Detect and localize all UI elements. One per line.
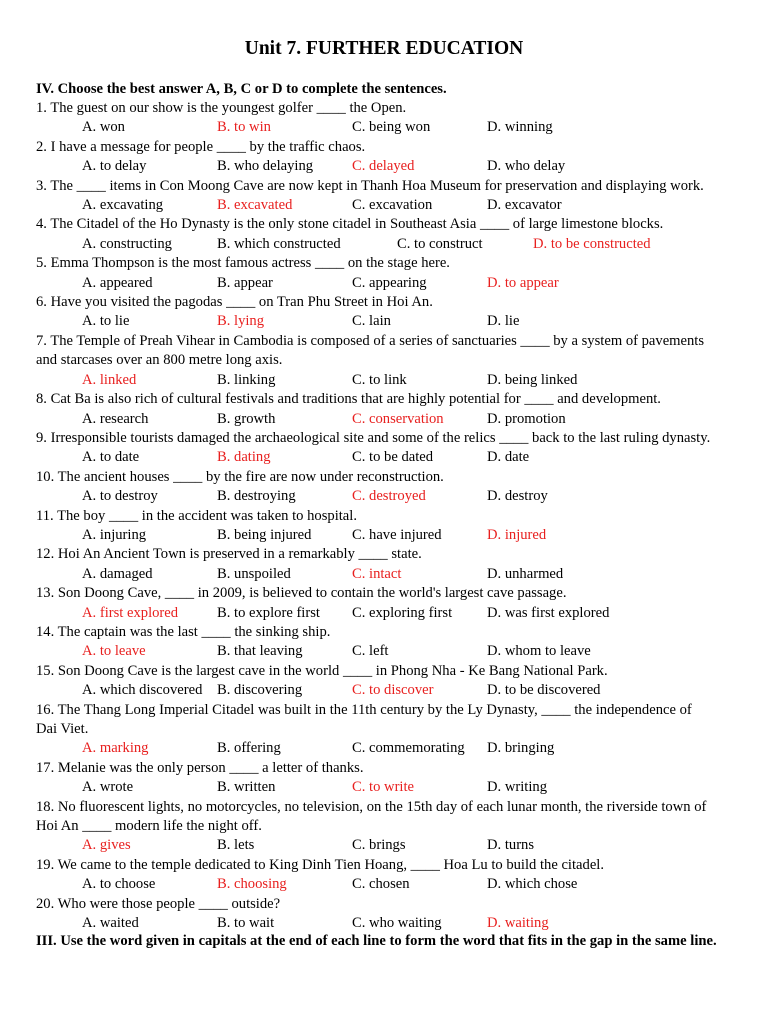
question-text: 5. Emma Thompson is the most famous actress ____ on the stage here. [36, 255, 450, 272]
answer-options [36, 448, 736, 467]
answer-option: C. have injured [352, 526, 442, 543]
answer-options [36, 487, 736, 506]
answer-option: D. whom to leave [487, 643, 591, 660]
answer-option: B. written [217, 779, 276, 796]
answer-options [36, 274, 736, 293]
answer-option: A. to delay [82, 158, 147, 175]
question-item [36, 507, 736, 546]
answer-option: C. appearing [352, 274, 427, 291]
answer-option: B. that leaving [217, 643, 303, 660]
answer-options [36, 371, 736, 390]
answer-option: B. appear [217, 274, 273, 291]
answer-options [36, 778, 736, 797]
answer-option-correct: C. intact [352, 565, 402, 582]
answer-option: A. appeared [82, 274, 153, 291]
answer-option: A. wrote [82, 779, 134, 796]
question-text: 8. Cat Ba is also rich of cultural festivals and traditions that are highly potential for ____ and development. [36, 391, 661, 408]
question-item [36, 215, 736, 254]
question-item [36, 468, 736, 507]
answer-option-correct: C. conservation [352, 410, 444, 427]
question-text: 16. The Thang Long Imperial Citadel was built in the 11th century by the Ly Dynasty, ____ the independence of [36, 701, 692, 718]
answer-option: C. brings [352, 837, 406, 854]
answer-option: A. to choose [82, 876, 156, 893]
question-item [36, 429, 736, 468]
answer-option-correct: B. choosing [217, 876, 287, 893]
answer-options [36, 565, 736, 584]
answer-option: D. winning [487, 119, 553, 136]
answer-options [36, 642, 736, 661]
question-item [36, 856, 736, 895]
answer-option: D. promotion [487, 410, 566, 427]
answer-option: B. discovering [217, 682, 303, 699]
question-item [36, 623, 736, 662]
question-text: 19. We came to the temple dedicated to King Dinh Tien Hoang, ____ Hoa Lu to build the citadel. [36, 856, 605, 873]
question-text: 15. Son Doong Cave is the largest cave in the world ____ in Phong Nha - Ke Bang National Park. [36, 662, 608, 679]
answer-option: B. which constructed [217, 235, 341, 252]
answer-option: D. being linked [487, 371, 578, 388]
answer-options [36, 681, 736, 700]
question-text: 12. Hoi An Ancient Town is preserved in a remarkably ____ state. [36, 546, 422, 563]
question-item [36, 701, 736, 759]
question-item [36, 545, 736, 584]
question-text: 1. The guest on our show is the youngest golfer ____ the Open. [36, 100, 407, 116]
answer-option: B. to explore first [217, 604, 320, 621]
answer-option: A. to destroy [82, 488, 158, 505]
answer-option: D. lie [487, 313, 520, 330]
answer-options [36, 118, 736, 137]
answer-option-correct: A. to leave [82, 643, 146, 660]
answer-option: C. to construct [397, 235, 483, 252]
question-text: 18. No fluorescent lights, no motorcycles, no television, on the 15th day of each lunar month, the riverside town of [36, 798, 707, 815]
answer-option-correct: D. to be constructed [533, 235, 651, 252]
answer-options [36, 235, 736, 254]
answer-option: B. growth [217, 410, 276, 427]
answer-option-correct: B. dating [217, 449, 271, 466]
answer-option: A. which discovered [82, 682, 203, 699]
question-text: 2. I have a message for people ____ by the traffic chaos. [36, 138, 366, 155]
question-item [36, 177, 736, 216]
answer-option: A. injuring [82, 526, 147, 543]
question-item [36, 254, 736, 293]
answer-option-correct: C. to discover [352, 682, 434, 699]
answer-option: B. destroying [217, 488, 296, 505]
question-item [36, 798, 736, 856]
answer-option: A. damaged [82, 565, 153, 582]
answer-option: B. unspoiled [217, 565, 291, 582]
question-text: 9. Irresponsible tourists damaged the archaeological site and some of the relics ____ back to the last ruling dynasty. [36, 429, 711, 446]
answer-options [36, 914, 736, 933]
question-item [36, 390, 736, 429]
answer-option-correct: D. waiting [487, 915, 549, 932]
answer-option: B. to wait [217, 915, 275, 932]
answer-option: A. won [82, 119, 125, 136]
answer-option-correct: B. to win [217, 119, 271, 136]
answer-option: C. left [352, 643, 389, 660]
answer-option-correct: A. first explored [82, 604, 179, 621]
answer-option: C. chosen [352, 876, 410, 893]
answer-option: D. unharmed [487, 565, 564, 582]
question-text: 6. Have you visited the pagodas ____ on Tran Phu Street in Hoi An. [36, 294, 433, 311]
question-item [36, 138, 736, 177]
answer-option: A. constructing [82, 235, 172, 252]
question-item [36, 332, 736, 390]
answer-option: D. which chose [487, 876, 578, 893]
question-text: Dai Viet. [36, 721, 89, 737]
answer-option-correct: D. to appear [487, 274, 559, 291]
answer-option: C. exploring first [352, 604, 453, 621]
answer-option: D. date [487, 449, 530, 466]
answer-option-correct: B. lying [217, 313, 265, 330]
answer-option: D. bringing [487, 740, 555, 757]
answer-option: D. turns [487, 837, 535, 854]
answer-option: A. to date [82, 449, 140, 466]
answer-option: D. destroy [487, 488, 548, 505]
answer-options [36, 739, 736, 758]
answer-option: D. excavator [487, 197, 562, 214]
answer-options [36, 875, 736, 894]
answer-option: D. was first explored [487, 604, 610, 621]
answer-option: D. to be discovered [487, 682, 601, 699]
answer-options [36, 312, 736, 331]
question-item [36, 99, 736, 138]
answer-options [36, 157, 736, 176]
question-item [36, 759, 736, 798]
answer-option: A. to lie [82, 313, 130, 330]
answer-options [36, 410, 736, 429]
answer-option: B. lets [217, 837, 255, 854]
question-text: 10. The ancient houses ____ by the fire are now under reconstruction. [36, 468, 444, 485]
question-text: 3. The ____ items in Con Moong Cave are now kept in Thanh Hoa Museum for preservation and displaying work. [36, 177, 704, 194]
answer-option-correct: D. injured [487, 526, 547, 543]
question-text: 14. The captain was the last ____ the sinking ship. [36, 623, 331, 640]
answer-option: C. to be dated [352, 449, 434, 466]
answer-option: C. to link [352, 371, 407, 388]
answer-option: B. offering [217, 740, 281, 757]
answer-option: D. writing [487, 779, 547, 796]
answer-option-correct: B. excavated [217, 197, 293, 214]
question-text: 4. The Citadel of the Ho Dynasty is the only stone citadel in Southeast Asia ____ of large limestone blocks. [36, 216, 664, 233]
answer-option: C. excavation [352, 197, 433, 214]
question-item [36, 662, 736, 701]
answer-options [36, 604, 736, 623]
question-text: 13. Son Doong Cave, ____ in 2009, is believed to contain the world's largest cave passage. [36, 585, 567, 602]
answer-options [36, 836, 736, 855]
answer-option: C. lain [352, 313, 391, 330]
answer-option: A. excavating [82, 197, 164, 214]
question-text: 7. The Temple of Preah Vihear in Cambodia is composed of a series of sanctuaries ____ by a system of pavements [36, 332, 705, 349]
answer-options [36, 526, 736, 545]
question-text: 11. The boy ____ in the accident was taken to hospital. [36, 507, 357, 524]
answer-option-correct: A. marking [82, 740, 149, 757]
answer-option: C. who waiting [352, 915, 442, 932]
answer-option: B. being injured [217, 526, 312, 543]
question-text: and starcases over an 800 metre long axis. [36, 352, 283, 369]
answer-option: C. commemorating [352, 740, 465, 757]
question-text: 17. Melanie was the only person ____ a letter of thanks. [36, 759, 364, 776]
question-item [36, 895, 736, 934]
answer-option: A. waited [82, 915, 139, 932]
question-item [36, 293, 736, 332]
page-title: Unit 7. FURTHER EDUCATION [244, 38, 524, 59]
answer-option-correct: A. linked [82, 371, 137, 388]
question-text: 20. Who were those people ____ outside? [36, 895, 281, 912]
answer-option: B. linking [217, 371, 276, 388]
answer-option-correct: C. delayed [352, 158, 415, 175]
answer-option: D. who delay [487, 158, 566, 175]
section-iv-heading: IV. Choose the best answer A, B, C or D to complete the sentences. [36, 81, 447, 97]
answer-option-correct: A. gives [82, 837, 131, 854]
question-item [36, 584, 736, 623]
answer-option: A. research [82, 410, 149, 427]
answer-option-correct: C. destroyed [352, 488, 426, 505]
answer-option-correct: C. to write [352, 779, 415, 796]
section-iii-heading: III. Use the word given in capitals at the end of each line to form the word that fits in the gap in the same line. [36, 933, 717, 949]
answer-options [36, 196, 736, 215]
question-list [36, 99, 736, 933]
answer-option: B. who delaying [217, 158, 314, 175]
question-text: Hoi An ____ modern life the night off. [36, 818, 262, 835]
answer-option: C. being won [352, 119, 431, 136]
